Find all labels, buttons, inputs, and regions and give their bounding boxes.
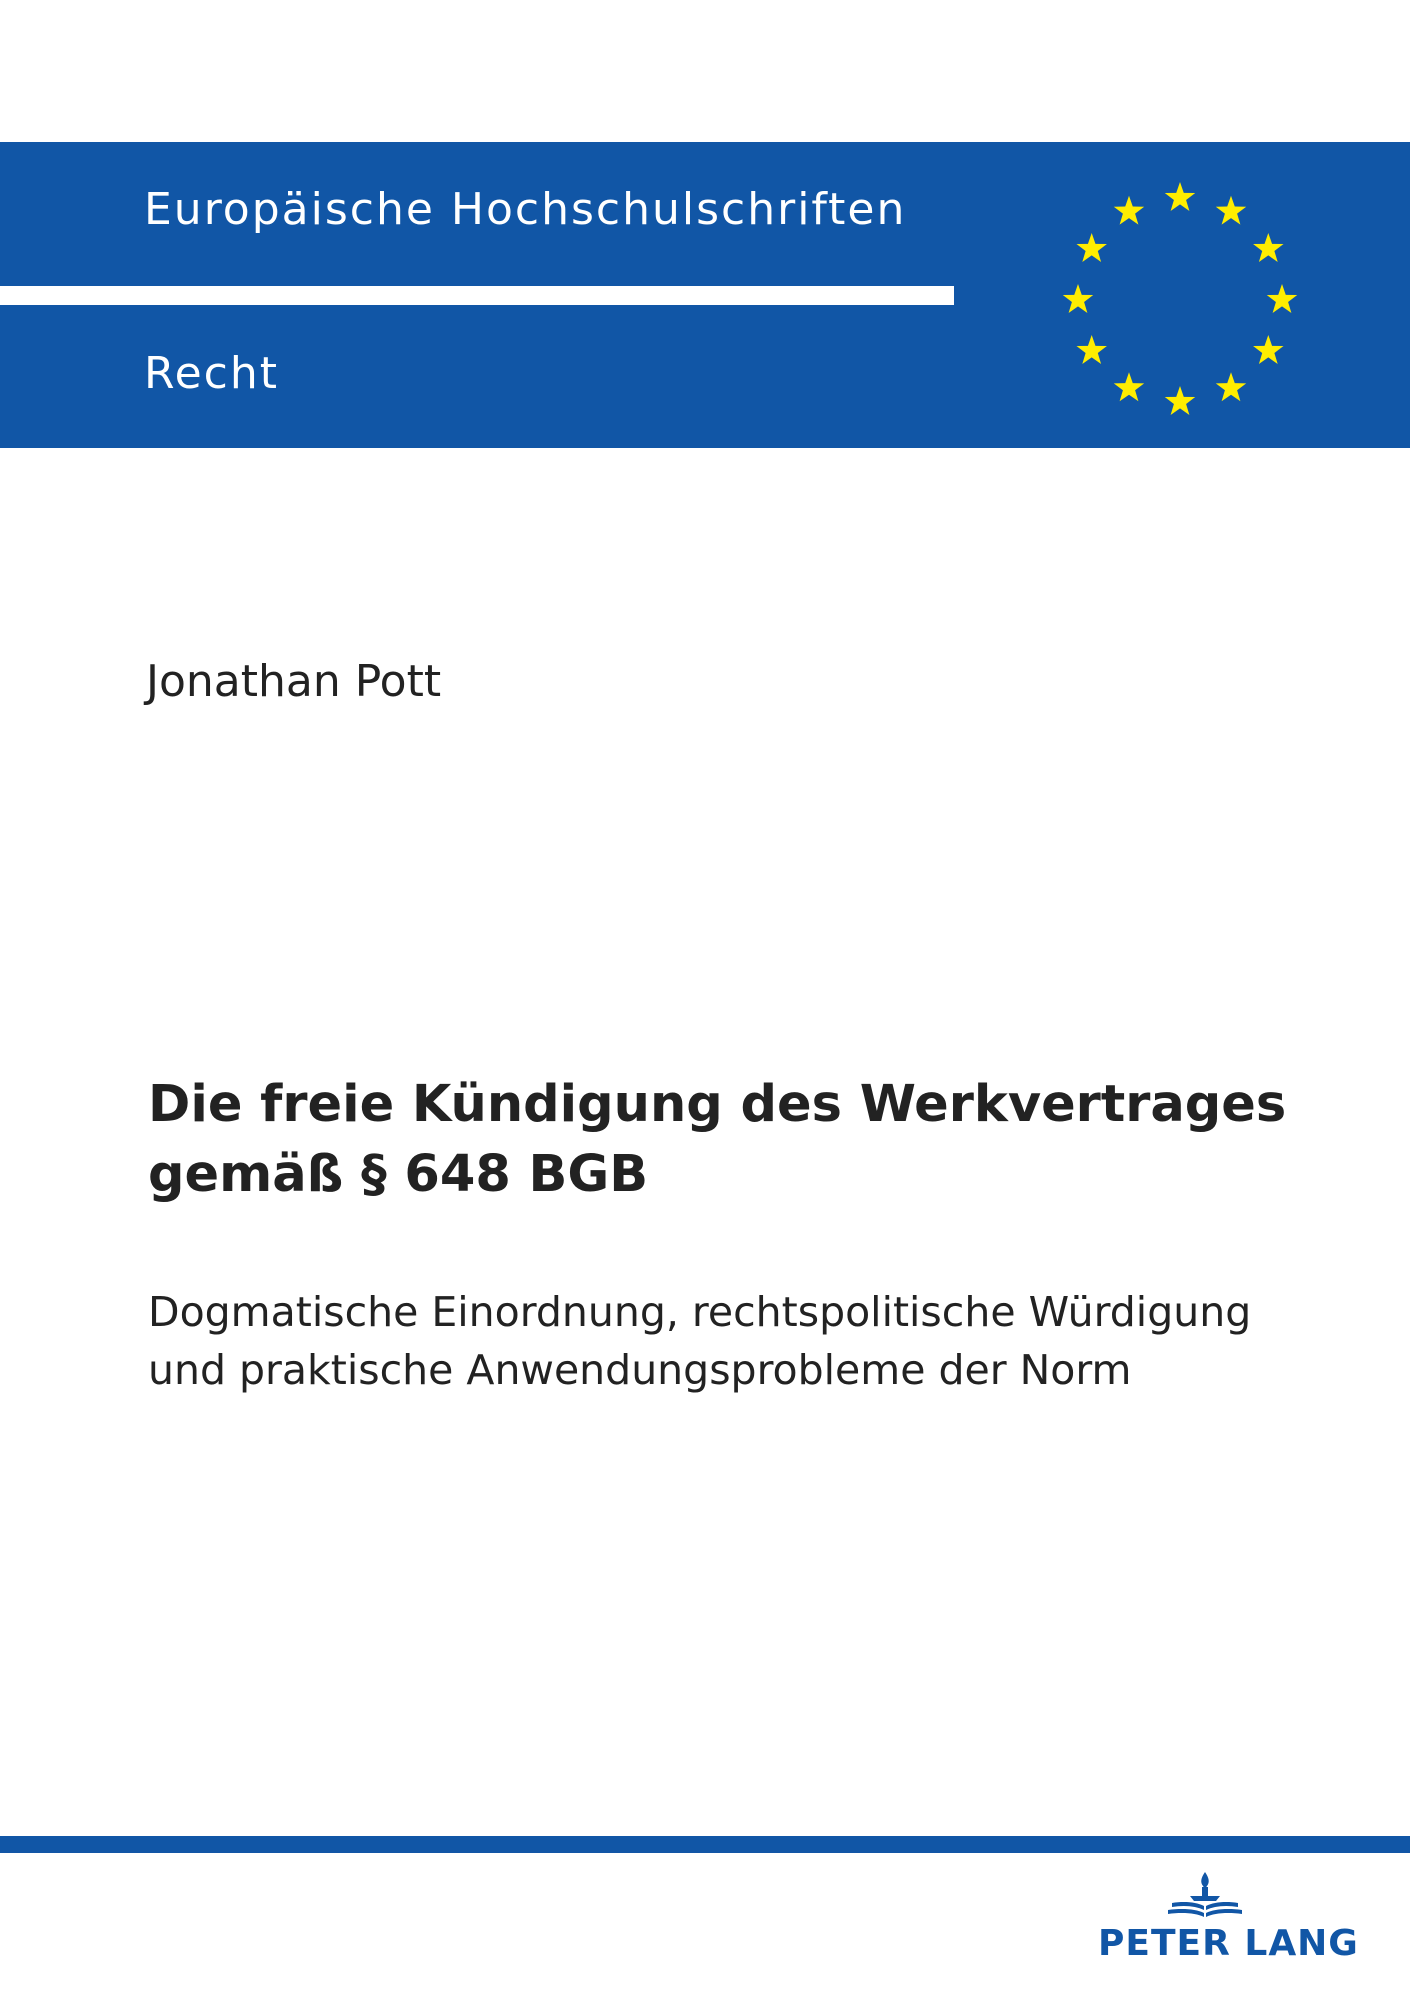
book-subtitle bbox=[148, 1283, 1388, 1399]
star-icon bbox=[1216, 196, 1246, 225]
author-name: Jonathan Pott bbox=[146, 656, 442, 707]
eu-stars-icon bbox=[1050, 170, 1310, 430]
star-icon bbox=[1076, 233, 1106, 262]
star-icon bbox=[1114, 372, 1144, 401]
star-icon bbox=[1114, 196, 1144, 225]
star-icon bbox=[1253, 233, 1283, 262]
star-icon bbox=[1253, 335, 1283, 364]
book-title bbox=[148, 1070, 1378, 1210]
book-title-line: Die freie Kündigung des Werkvertrages bbox=[148, 1075, 1287, 1134]
series-subject: Recht bbox=[144, 348, 279, 399]
book-subtitle-line: und praktische Anwendungsprobleme der Norm bbox=[148, 1346, 1132, 1394]
book-title-line: gemäß § 648 BGB bbox=[148, 1145, 649, 1204]
star-icon bbox=[1165, 386, 1195, 415]
star-icon bbox=[1076, 335, 1106, 364]
book-subtitle-line: Dogmatische Einordnung, rechtspolitische Würdigung bbox=[148, 1288, 1252, 1336]
star-icon bbox=[1165, 182, 1195, 211]
star-icon bbox=[1267, 284, 1297, 313]
bottom-rule bbox=[0, 1836, 1410, 1853]
publisher-name: PETER LANG bbox=[1098, 1923, 1359, 1964]
series-title: Europäische Hochschulschriften bbox=[144, 184, 907, 235]
star-icon bbox=[1063, 284, 1093, 313]
series-divider bbox=[0, 286, 954, 305]
star-icon bbox=[1216, 372, 1246, 401]
book-fountain-icon bbox=[1160, 1870, 1250, 1922]
